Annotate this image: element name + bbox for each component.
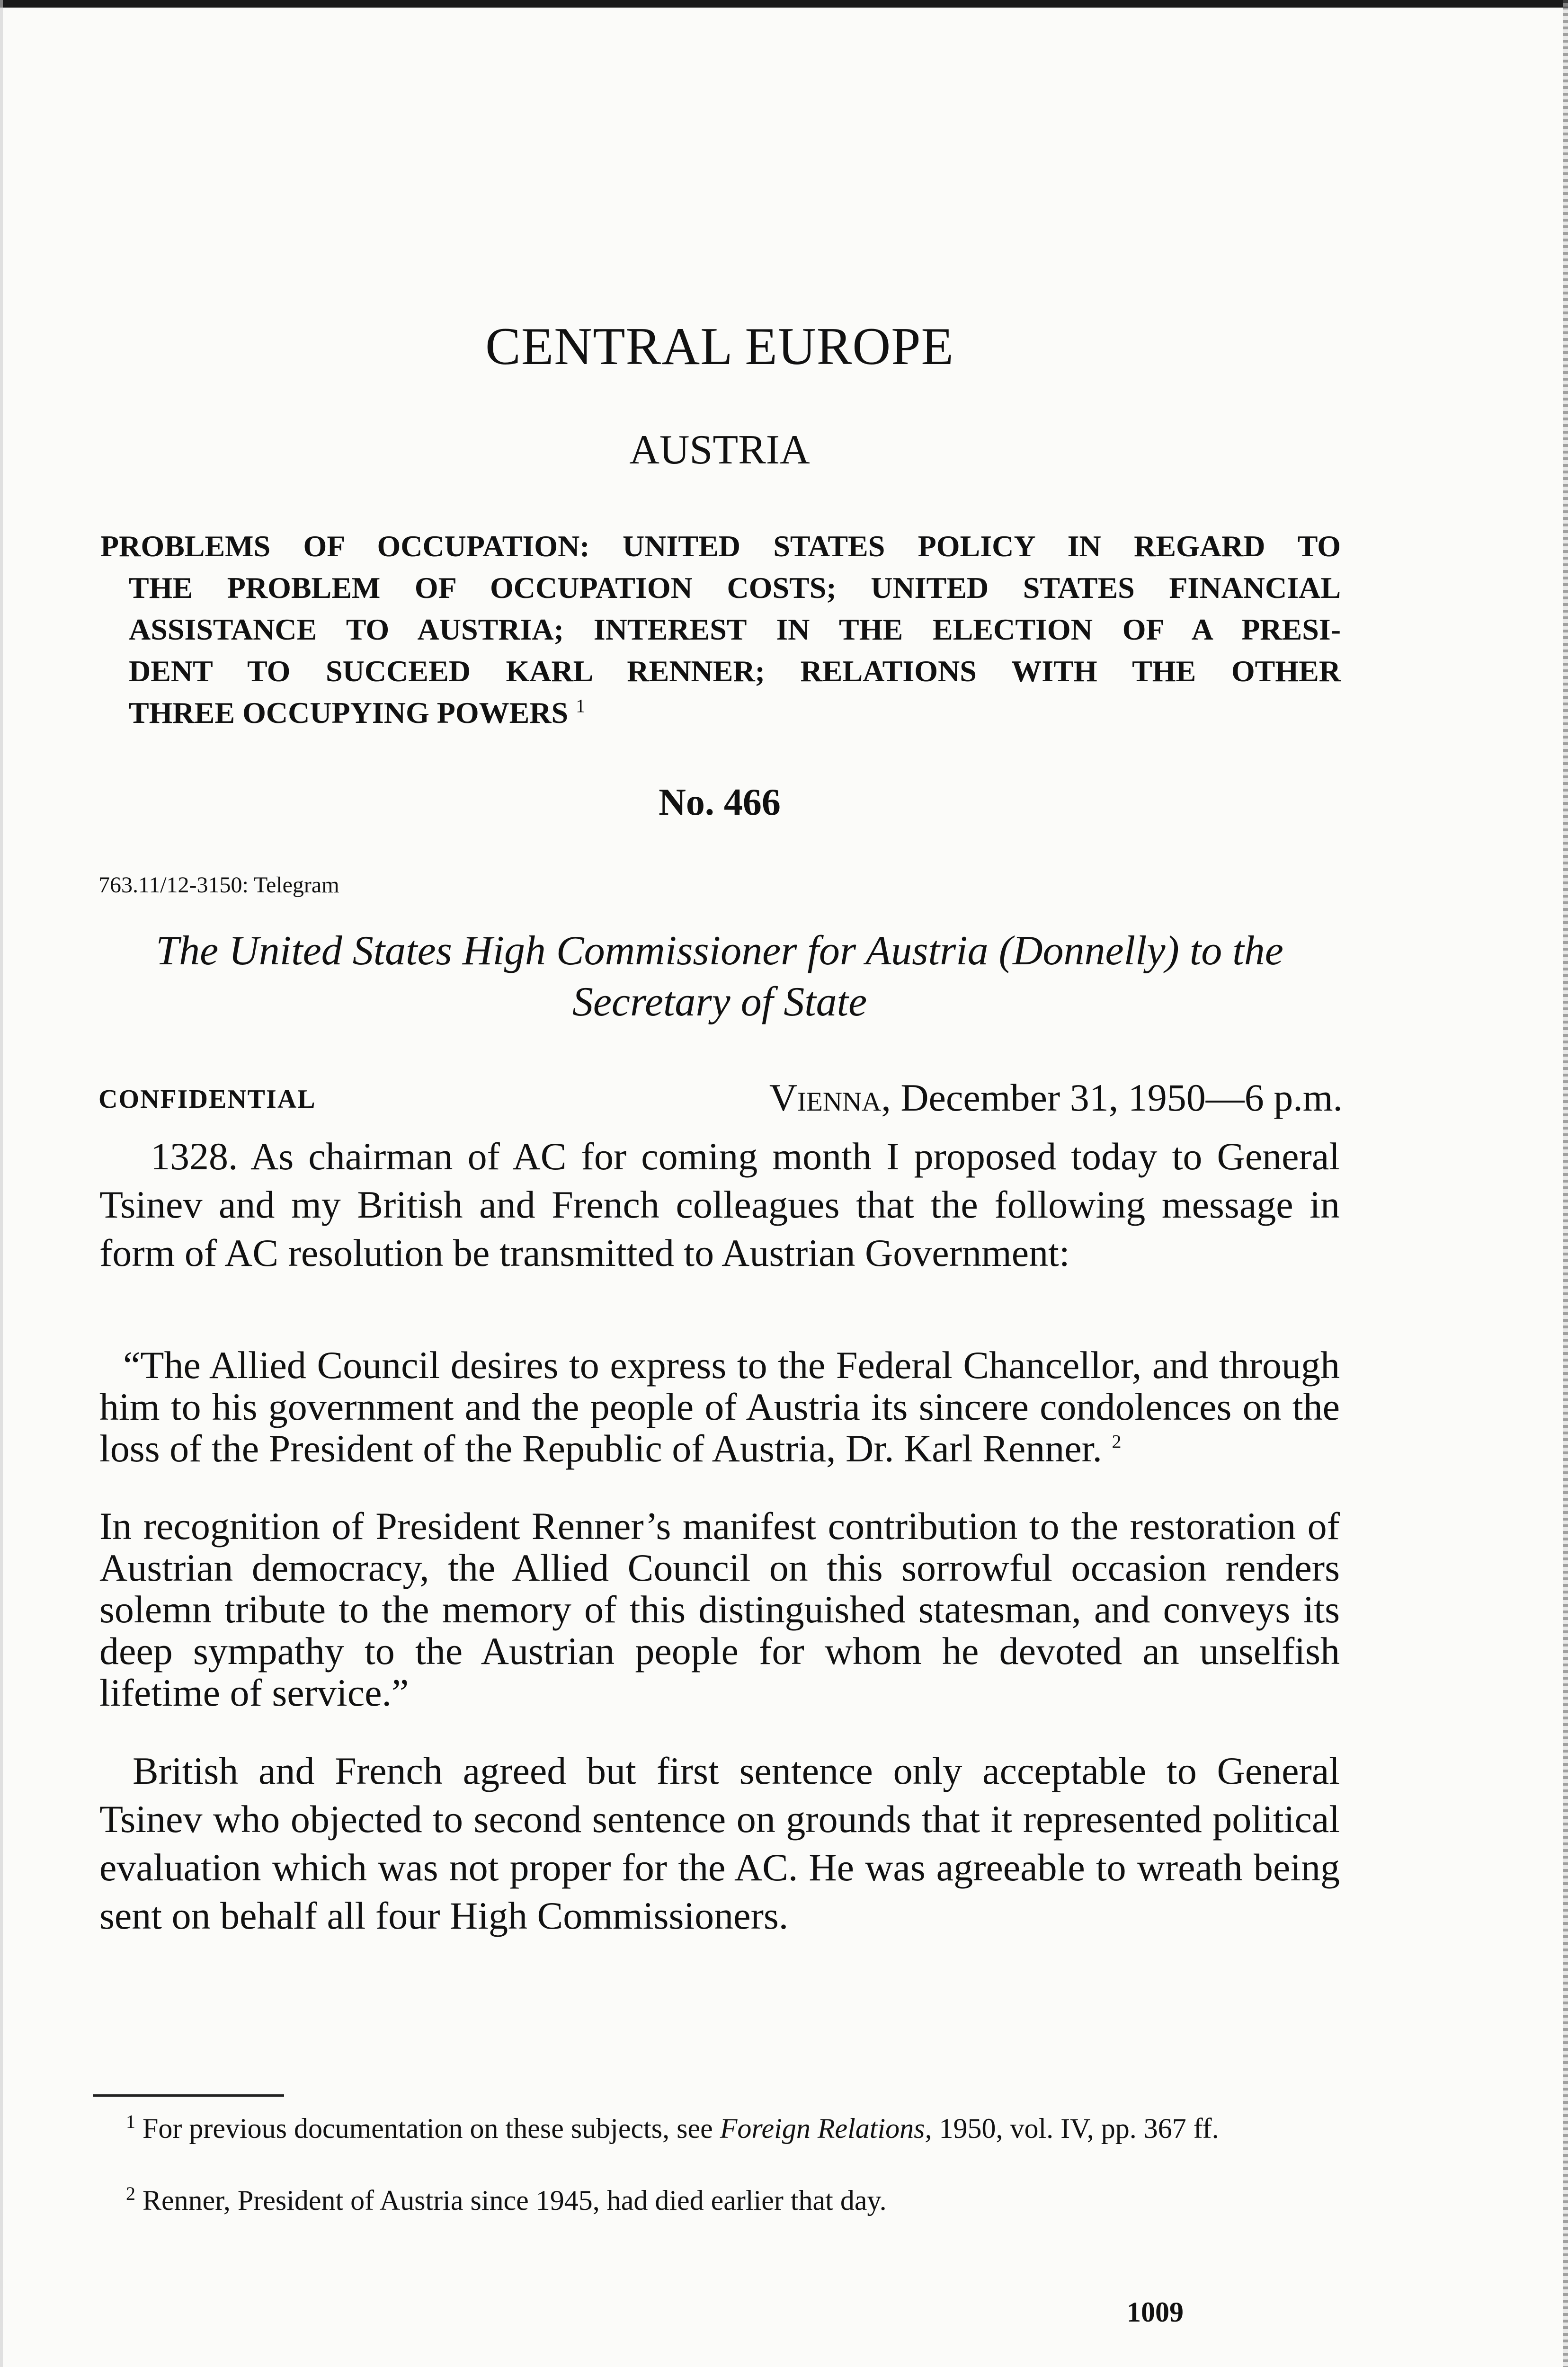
topic-heading-line: THE PROBLEM OF OCCUPATION COSTS; UNITED STATES FINANCIAL — [129, 571, 1341, 605]
topic-heading-line: DENT TO SUCCEED KARL RENNER; RELATIONS WITH THE OTHER — [129, 654, 1341, 688]
country-title: AUSTRIA — [629, 427, 810, 473]
footnote-text: 1950, vol. IV, pp. 367 ff. — [932, 2113, 1219, 2144]
document-title-line-2: Secretary of State — [572, 979, 867, 1025]
topic-heading-line-text: THREE OCCUPYING POWERS — [129, 696, 569, 730]
footnote-1 — [93, 2111, 1343, 2145]
page-number: 1009 — [1127, 2296, 1184, 2328]
document-title — [99, 925, 1340, 1028]
footnote-reference-1[interactable]: 1 — [576, 695, 586, 717]
quoted-resolution-paragraph-2: In recognition of President Renner’s manifest contribution to the restoration of Austrian democracy, the Allied Council on this sorrowful occasion renders solemn tribute to the memory of this distinguished statesman, and conveys its deep sympathy to the Austrian people for whom he devoted an unselfish lifetime of service.” — [99, 1504, 1340, 1714]
document-title-line-1: The United States High Commissioner for Austria (Donnelly) to the — [156, 928, 1283, 974]
quote-text: “The Allied Council desires to express to the Federal Chancellor, and through him to his government and the people of Austria its sincere condolences on the loss of the President of the Republic of Austria, Dr. Karl Renner. — [99, 1344, 1340, 1470]
topic-heading-line: PROBLEMS OF OCCUPATION: UNITED STATES POLICY IN REGARD TO — [100, 529, 1341, 563]
left-scan-edge — [0, 0, 3, 2367]
section-title: CENTRAL EUROPE — [485, 317, 954, 376]
top-scan-border — [0, 0, 1568, 8]
classification-label: CONFIDENTIAL — [98, 1085, 316, 1114]
body-paragraph-2: British and French agreed but first sentence only acceptable to General Tsinev who objected to second sentence on grounds that it represented political evaluation which was not proper for the AC. He was agreeable to wreath being sent on behalf all four High Commissioners. — [99, 1749, 1340, 1937]
dateline-place: Vienna — [769, 1076, 882, 1119]
topic-heading-line: ASSISTANCE TO AUSTRIA; INTEREST IN THE ELECTION OF A PRESI- — [129, 613, 1341, 646]
file-reference: 763.11/12-3150: Telegram — [98, 872, 339, 898]
footnote-text: Renner, President of Austria since 1945, had died earlier that day. — [143, 2185, 887, 2216]
dateline-date: , December 31, 1950—6 p.m. — [881, 1076, 1343, 1119]
quoted-resolution-paragraph-1 — [99, 1344, 1340, 1469]
dateline — [682, 1076, 1343, 1120]
topic-heading — [100, 525, 1341, 734]
footnote-2 — [93, 2183, 1343, 2217]
document-number: No. 466 — [659, 782, 781, 823]
footnote-citation-title: Foreign Relations, — [720, 2113, 932, 2144]
right-scan-edge — [1563, 0, 1568, 2367]
footnote-text: For previous documentation on these subjects, see — [143, 2113, 720, 2144]
footnote-marker: 2 — [126, 2183, 135, 2204]
topic-heading-line-last — [129, 692, 1341, 734]
body-paragraph-1: 1328. As chairman of AC for coming month I proposed today to General Tsinev and my British and French colleagues that the following message in form of AC resolution be transmitted to Austrian Government: — [99, 1135, 1340, 1274]
footnote-divider — [93, 2094, 284, 2097]
footnote-marker: 1 — [126, 2111, 135, 2132]
footnote-reference-2[interactable]: 2 — [1112, 1431, 1122, 1452]
